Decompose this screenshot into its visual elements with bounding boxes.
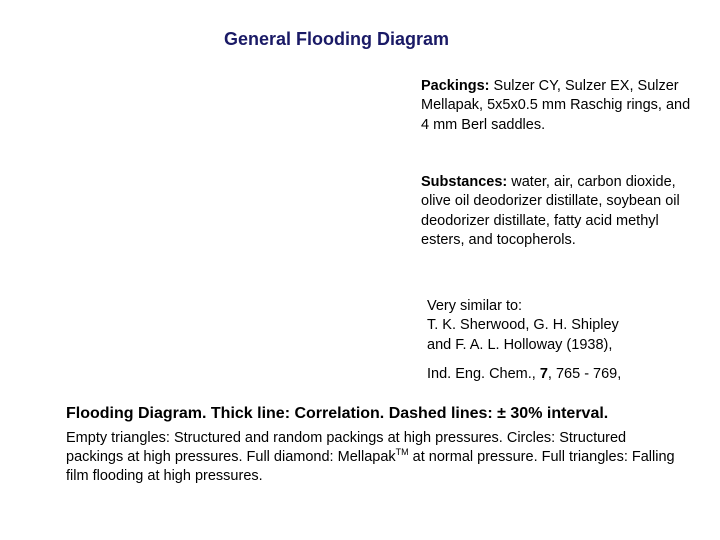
substances-paragraph — [421, 173, 691, 250]
journal-reference — [427, 365, 697, 384]
journal-pages: , 765 - 769, — [547, 366, 622, 382]
caption-body-part-1: Empty triangles: Structured and random packings at high pressures. Circles: Structured packings at high pressures. Full diamond: Mellapak — [66, 430, 627, 465]
caption-body — [66, 429, 676, 486]
journal-volume: 7 — [539, 366, 548, 382]
similar-line-1: Very similar to: — [427, 298, 523, 314]
substances-text: water, air, carbon dioxide, olive oil deodorizer distillate, soybean oil deodorizer distillate, fatty acid methyl esters, and tocopherols. — [421, 174, 680, 248]
similar-line-2: T. K. Sherwood, G. H. Shipley — [427, 317, 619, 334]
page-title: General Flooding Diagram — [224, 29, 450, 49]
journal-name: Ind. Eng. Chem., — [427, 366, 540, 382]
packings-text: Sulzer CY, Sulzer EX, Sulzer Mellapak, 5x5x0.5 mm Raschig rings, and 4 mm Berl saddles. — [421, 78, 691, 133]
trademark-mark: TM — [395, 447, 409, 458]
similar-line-3: and F. A. L. Holloway (1938), — [427, 336, 613, 353]
caption-heading: Flooding Diagram. Thick line: Correlation. Dashed lines: ± 30% interval. — [66, 405, 609, 422]
packings-paragraph — [421, 77, 691, 135]
substances-label: Substances: — [421, 174, 508, 190]
packings-label: Packings: — [421, 78, 490, 94]
similar-reference — [427, 297, 697, 355]
caption-body-part-2: at normal pressure. Full triangles: Falling film flooding at high pressures. — [66, 449, 675, 484]
